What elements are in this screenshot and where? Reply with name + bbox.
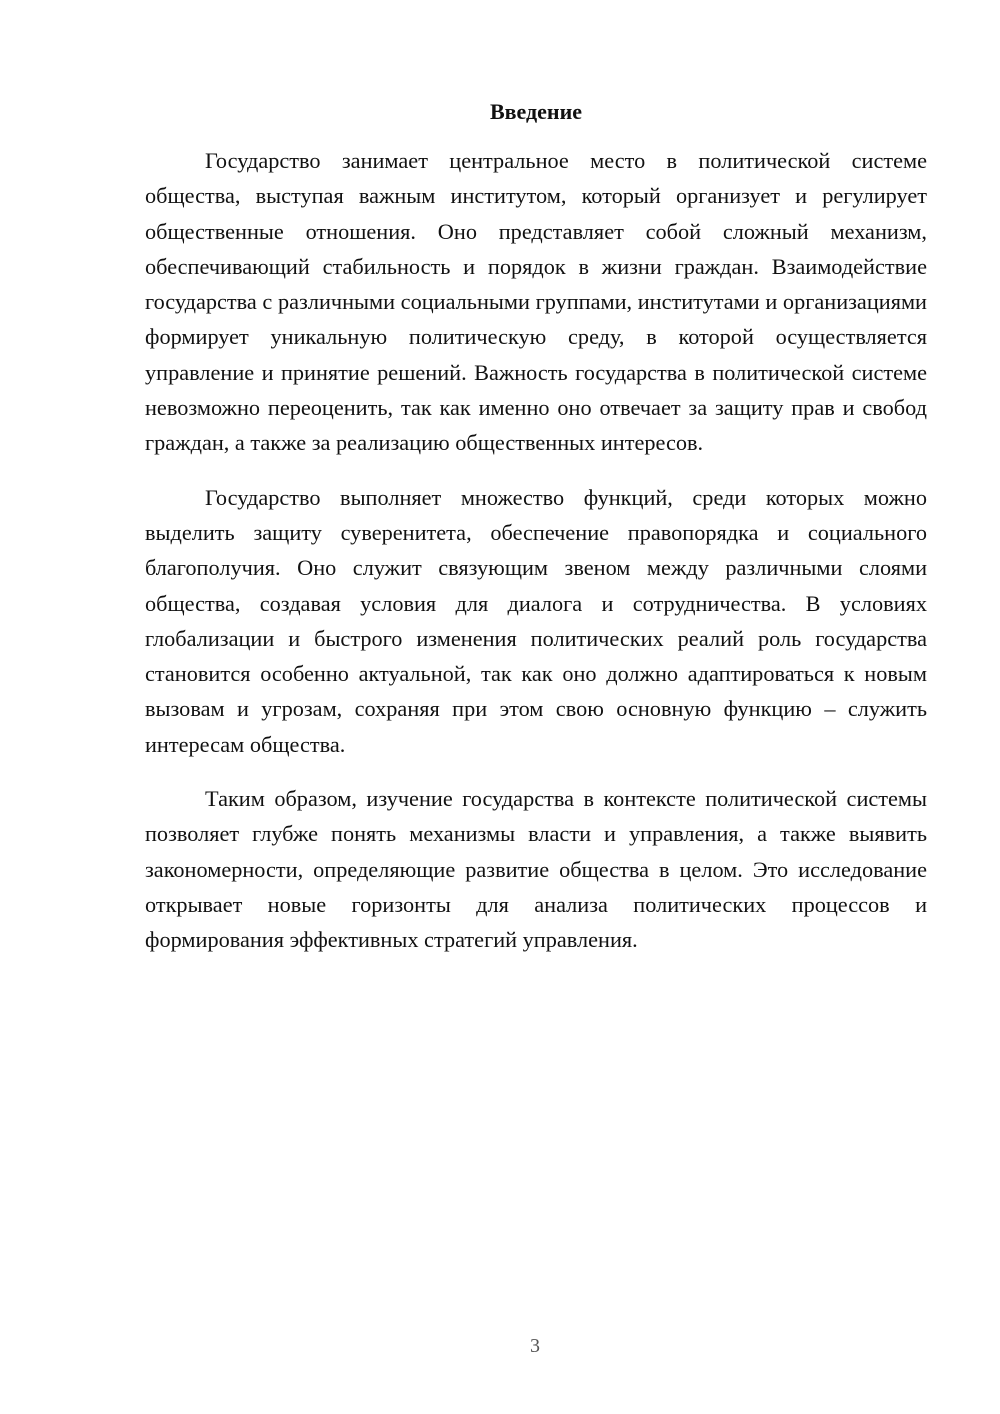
paragraph-1: Государство занимает центральное место в политической системе общества, выступая важным институтом, который организует и регулирует общественные отношения. Оно представляет собой сложный механизм, обеспечивающий стабильность и порядок в жизни граждан. Взаимодействие государства с различными социальными группами, институтами и организациями формирует уникальную политическую среду, в которой осуществляется управление и принятие решений. Важность государства в политической системе невозможно переоценить, так как именно оно отвечает за защиту прав и свобод граждан, а также за реализацию общественных интересов.: [145, 148, 927, 456]
page-number: 3: [530, 1335, 540, 1357]
paragraph-2: Государство выполняет множество функций, среди которых можно выделить защиту суверенитета, обеспечение правопорядка и социального благополучия. Оно служит связующим звеном между различными слоями общества, создавая условия для диалога и сотрудничества. В условиях глобализации и быстрого изменения политических реалий роль государства становится особенно актуальной, так как оно должно адаптироваться к новым вызовам и угрозам, сохраняя при этом свою основную функцию – служить интересам общества.: [145, 484, 927, 757]
body-text: [145, 143, 927, 977]
paragraph-3: Таким образом, изучение государства в контексте политической системы позволяет глубже понять механизмы власти и управления, а также выявить закономерности, определяющие развитие общества в целом. Это исследование открывает новые горизонты для анализа политических процессов и формирования эффективных стратегий управления.: [145, 786, 927, 953]
section-heading: Введение: [489, 99, 583, 124]
